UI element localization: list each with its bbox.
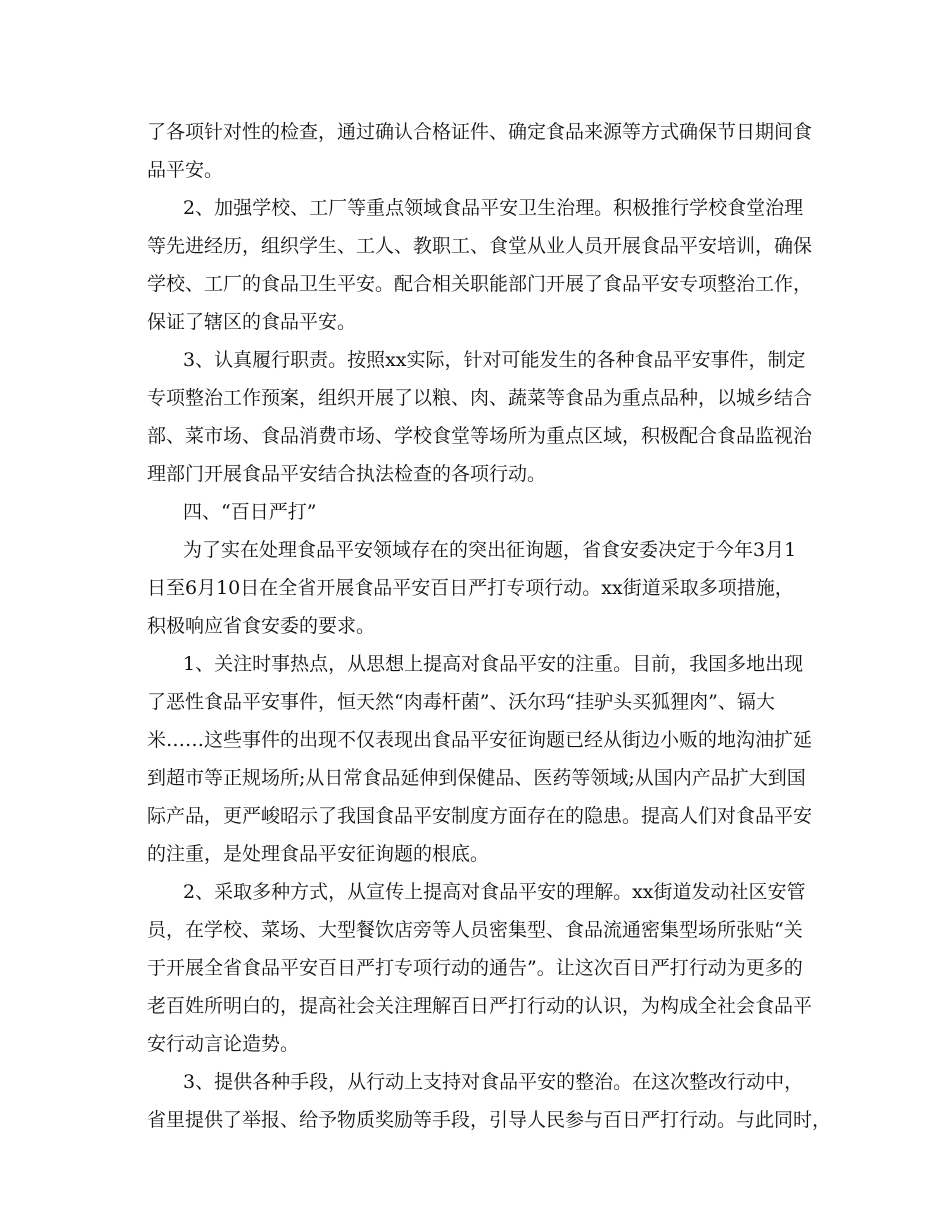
text-line: 到超市等正规场所;从日常食品延伸到保健品、医药等领域;从国内产品扩大到国 [147, 767, 806, 789]
text-line: 省里提供了举报、给予物质奖励等手段，引导人民参与百日严打行动。与此同时， [147, 1109, 832, 1131]
text-line: 3、认真履行职责。按照xx实际，针对可能发生的各种食品平安事件，制定 [183, 349, 806, 371]
text-line: 员，在学校、菜场、大型餐饮店旁等人员密集型、食品流通密集型场所张贴“关 [147, 919, 803, 941]
text-line: 安行动言论造势。 [147, 1033, 300, 1055]
text-line: 2、采取多种方式，从宣传上提高对食品平安的理解。xx街道发动社区安管 [183, 881, 806, 903]
text-line: 部、菜市场、食品消费市场、学校食堂等场所为重点区域，积极配合食品监视治 [147, 425, 813, 447]
text-line: 际产品，更严峻昭示了我国食品平安制度方面存在的隐患。提高人们对食品平安 [147, 805, 813, 827]
text-line: 于开展全省食品平安百日严打专项行动的通告”。让这次百日严打行动为更多的 [147, 957, 803, 979]
text-line: 专项整治工作预案，组织开展了以粮、肉、蔬菜等食品为重点品种，以城乡结合 [147, 387, 813, 409]
text-line: 品平安。 [147, 159, 224, 181]
section-heading: 四、“百日严打” [183, 501, 317, 523]
text-line: 学校、工厂的食品卫生平安。配合相关职能部门开展了食品平安专项整治工作， [147, 273, 813, 295]
text-line: 了恶性食品平安事件，恒天然“肉毒杆菌”、沃尔玛“挂驴头买狐狸肉”、镉大 [147, 691, 775, 713]
text-line: 日至6月10日在全省开展食品平安百日严打专项行动。xx街道采取多项措施， [147, 577, 794, 599]
text-line: 保证了辖区的食品平安。 [147, 311, 357, 333]
text-line: 等先进经历，组织学生、工人、教职工、食堂从业人员开展食品平安培训，确保 [147, 235, 813, 257]
text-line: 2、加强学校、工厂等重点领域食品平安卫生治理。积极推行学校食堂治理 [183, 197, 804, 219]
text-line: 的注重，是处理食品平安征询题的根底。 [147, 843, 490, 865]
text-line: 3、提供各种手段，从行动上支持对食品平安的整治。在这次整改行动中， [183, 1071, 804, 1093]
text-line: 1、关注时事热点，从思想上提高对食品平安的注重。目前，我国多地出现 [183, 653, 804, 675]
text-line: 米……这些事件的出现不仅表现出食品平安征询题已经从街边小贩的地沟油扩延 [147, 729, 813, 751]
text-line: 老百姓所明白的，提高社会关注理解百日严打行动的认识，为构成全社会食品平 [147, 995, 813, 1017]
text-line: 为了实在处理食品平安领域存在的突出征询题，省食安委决定于今年3月1 [183, 539, 797, 561]
text-line: 了各项针对性的检查，通过确认合格证件、确定食品来源等方式确保节日期间食 [147, 121, 813, 143]
text-line: 积极响应省食安委的要求。 [147, 615, 376, 637]
text-line: 理部门开展食品平安结合执法检查的各项行动。 [147, 463, 547, 485]
